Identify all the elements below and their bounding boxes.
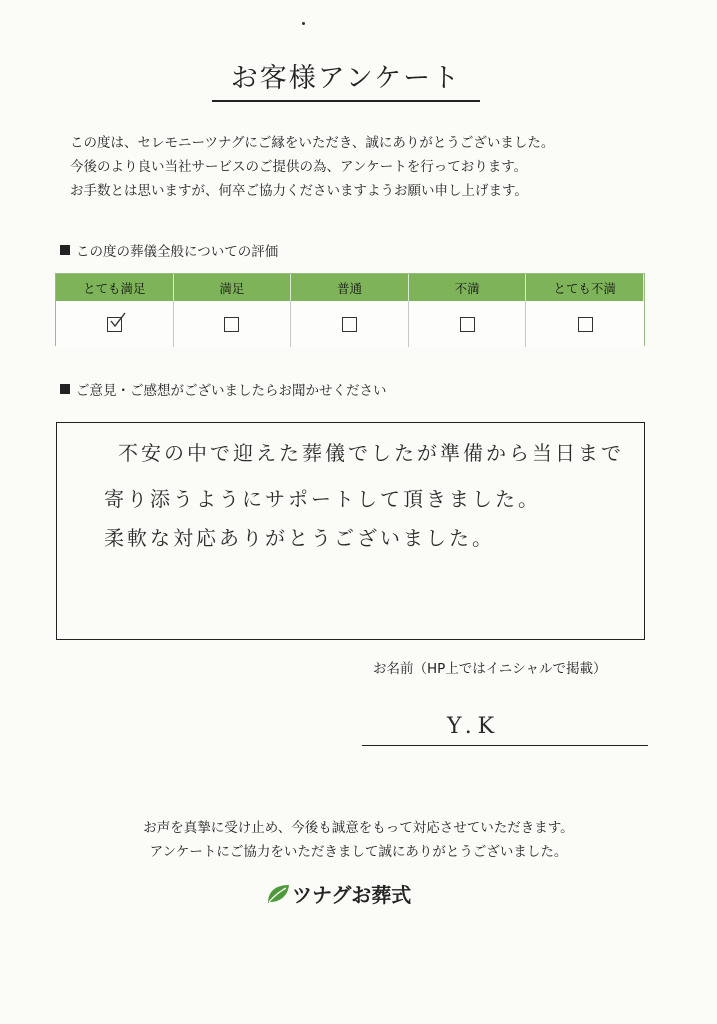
comments-heading [60,379,387,399]
rating-table [55,273,645,346]
checkbox-very-dissatisfied[interactable] [578,317,593,332]
comment-line: 柔軟な対応ありがとうございました。 [104,526,495,550]
checkbox-satisfied[interactable] [224,317,239,332]
rating-cell [174,301,292,347]
page-title: お客様アンケート [212,62,480,102]
checkbox-very-satisfied[interactable] [107,317,122,332]
closing-text [0,816,717,864]
rating-header-very-dissatisfied: とても不満 [526,274,644,301]
rating-header-dissatisfied: 不満 [409,274,527,301]
intro-line: この度は、セレモニーツナグにご縁をいただき、誠にありがとうございました。 [70,135,555,151]
rating-cell [291,301,409,347]
evaluation-heading [60,240,278,260]
evaluation-heading-text: この度の葬儀全般についての評価 [76,244,279,260]
comment-line: 不安の中で迎えた葬儀でしたが準備から当日まで [118,441,624,465]
comments-heading-text: ご意見・ご感想がございましたらお聞かせください [76,383,387,399]
rating-header-satisfied: 満足 [174,274,292,301]
checkbox-neutral[interactable] [342,317,357,332]
square-bullet-icon [60,245,70,255]
name-signature-line[interactable] [362,745,648,746]
rating-header-very-satisfied: とても満足 [56,274,174,301]
brand-logo [266,879,411,908]
leaf-icon [266,883,290,905]
name-value: Y.K [447,714,501,739]
rating-cell [526,301,644,347]
closing-line: お声を真摯に受け止め、今後も誠意をもって対応させていただきます。 [143,820,574,836]
intro-line: 今後のより良い当社サービスのご提供の為、アンケートを行っております。 [70,159,528,175]
rating-header-neutral: 普通 [291,274,409,301]
closing-line: アンケートにご協力をいただきまして誠にありがとうございました。 [149,844,568,860]
checkbox-dissatisfied[interactable] [460,317,475,332]
brand-logo-text: ツナグお葬式 [292,883,412,907]
rating-cell [56,301,174,347]
name-label: お名前（HP上ではイニシャルで掲載） [373,661,607,677]
checkmark-icon [110,312,126,328]
intro-line: お手数とは思いますが、何卒ご協力くださいますようお願い申し上げます。 [70,183,528,199]
intro-text [70,131,554,203]
scan-dot [302,22,305,25]
rating-cell [409,301,527,347]
square-bullet-icon [60,384,70,394]
comment-line: 寄り添うようにサポートして頂きました。 [104,487,541,511]
